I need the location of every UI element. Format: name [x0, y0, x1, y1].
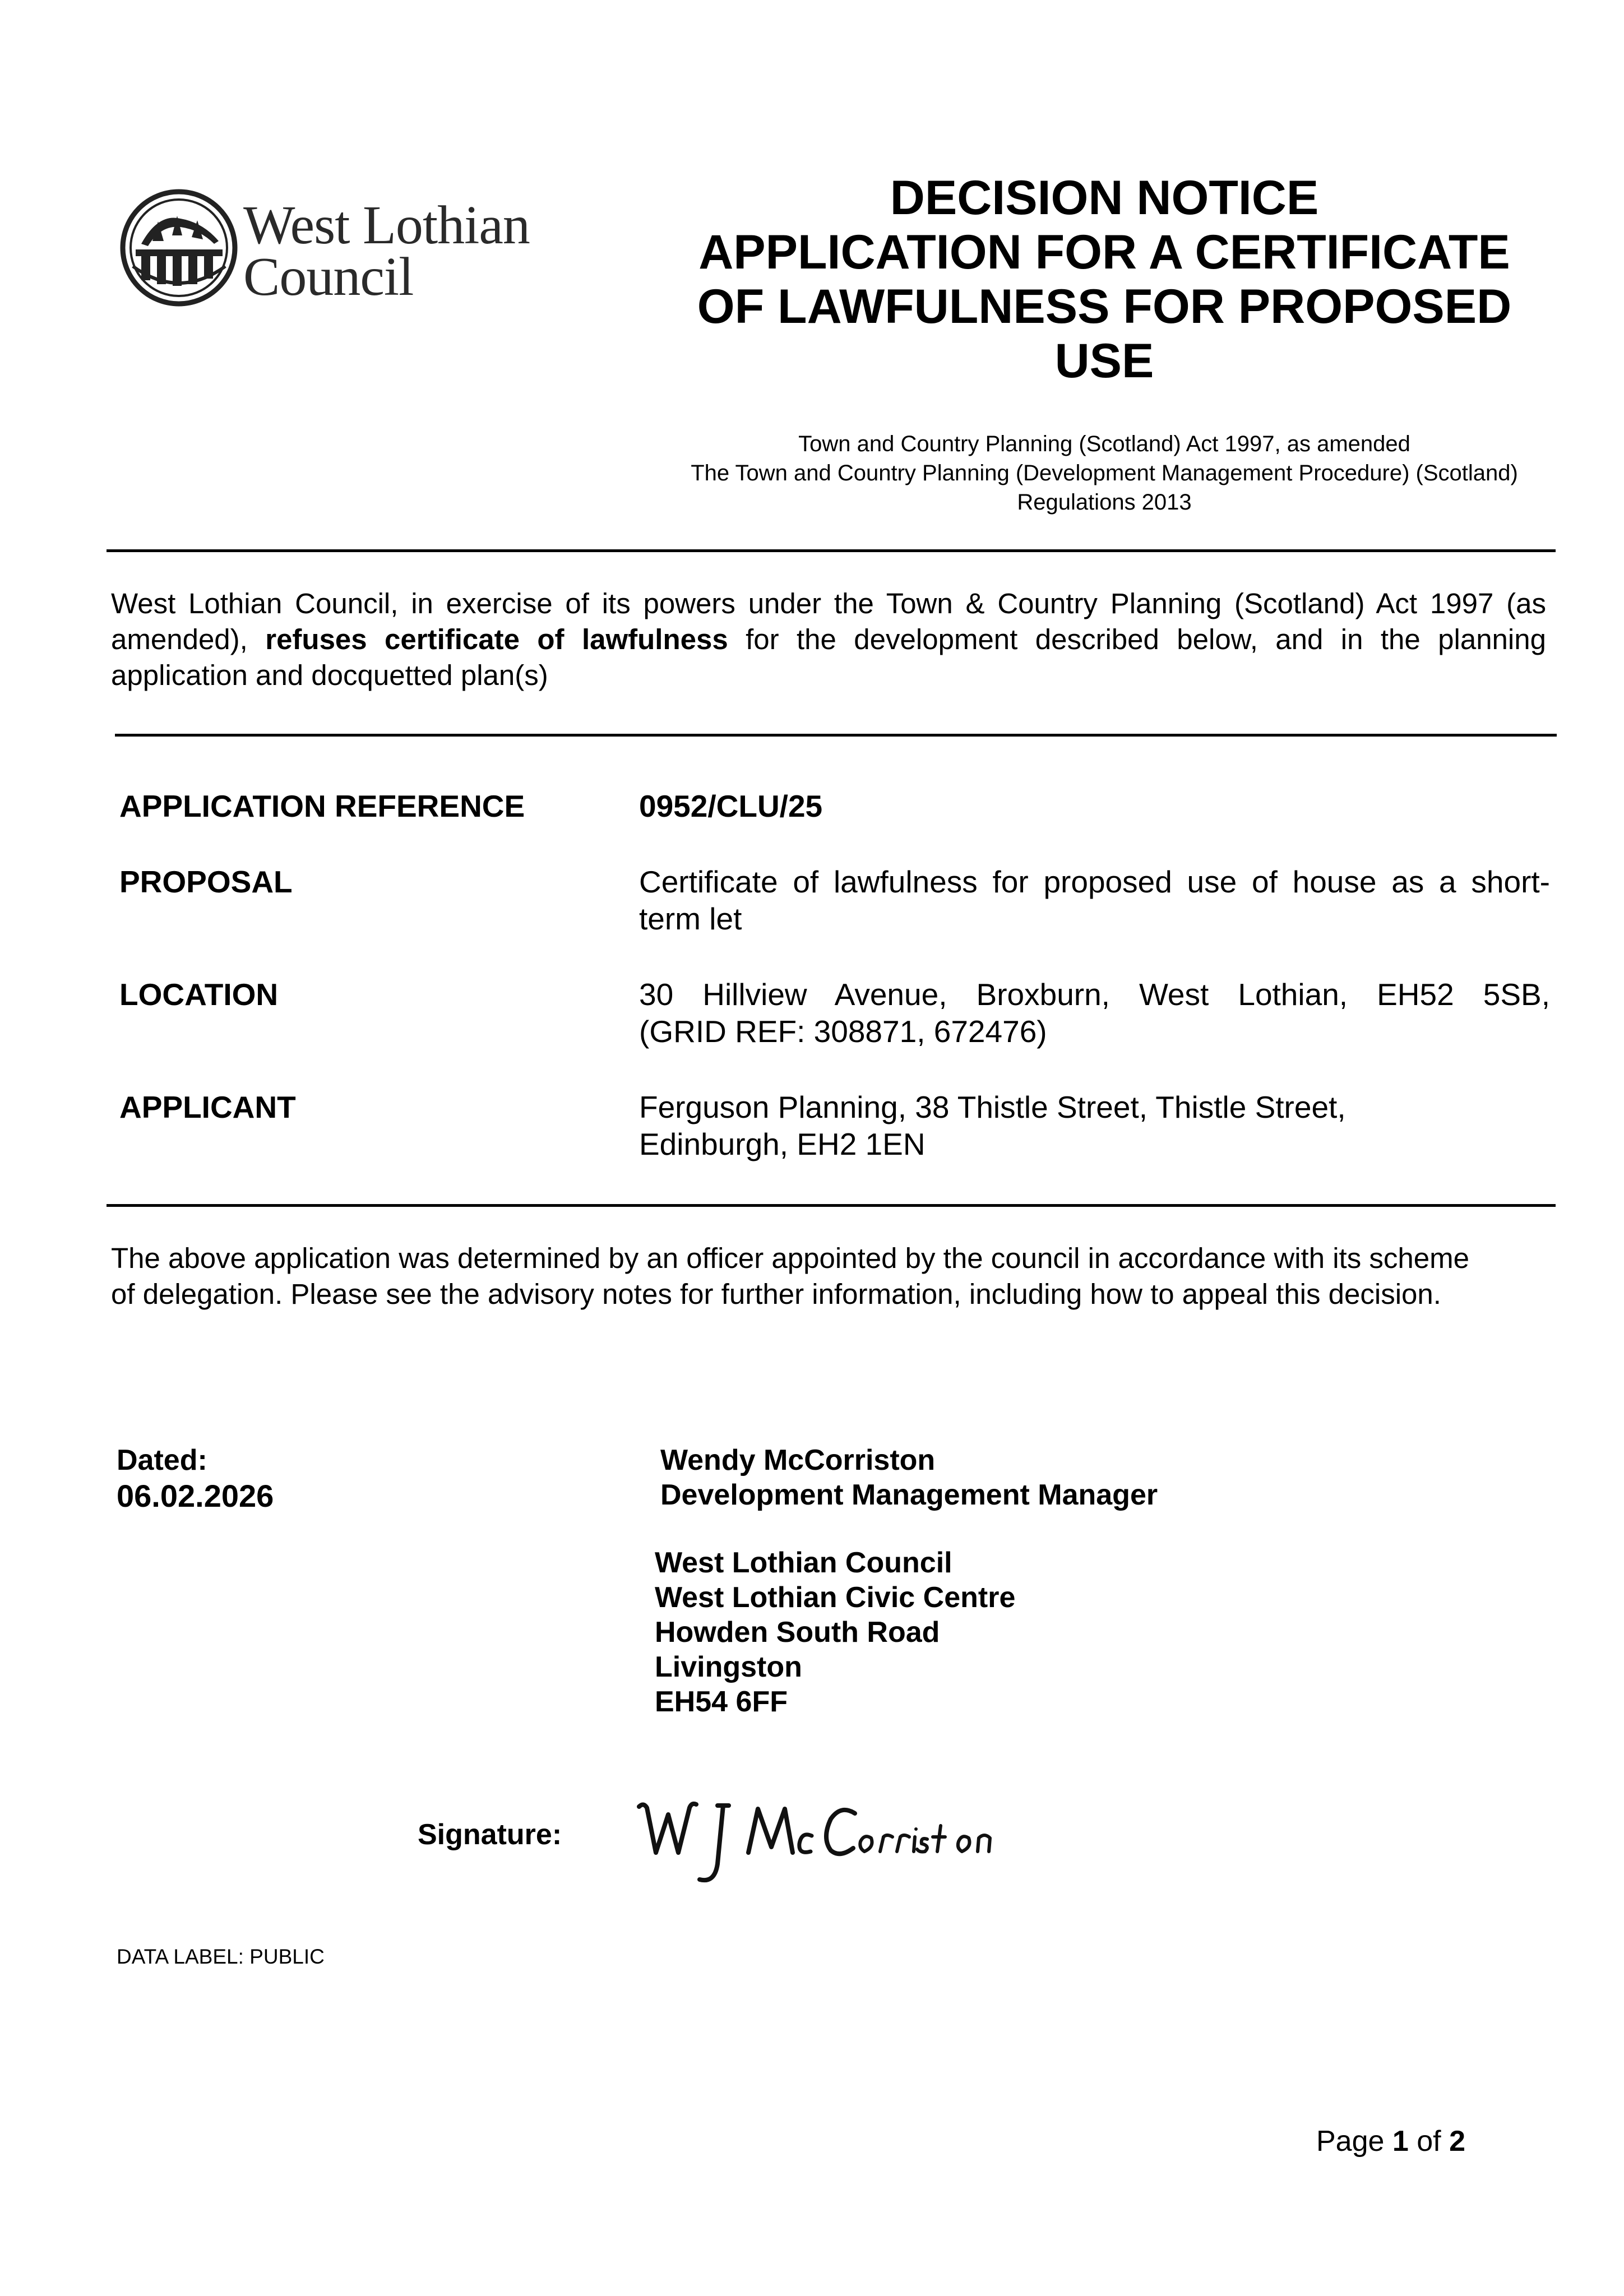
divider	[107, 1204, 1556, 1207]
location-line: 30 Hillview Avenue, Broxburn, West Lothian, EH52 5SB,	[639, 977, 1550, 1012]
total-pages: 2	[1449, 2125, 1465, 2158]
statement-line: West Lothian Council, in exercise of its powers under the Town & Country Planning (Scotland) Act 1997 (as	[111, 587, 1546, 619]
decision-statement	[111, 586, 1546, 693]
legislation-line: Regulations 2013	[1017, 490, 1192, 515]
location-value	[639, 976, 1550, 1050]
applicant-line: Ferguson Planning, 38 Thistle Street, Thistle Street,	[639, 1090, 1346, 1124]
divider	[107, 549, 1556, 552]
reference-value	[639, 788, 1550, 825]
logo-text-line2: Council	[243, 247, 414, 307]
address-line: West Lothian Council	[655, 1547, 952, 1579]
reference-number: 0952/CLU/25	[639, 789, 823, 823]
document-title	[622, 171, 1586, 388]
determination-note	[111, 1240, 1569, 1312]
address-line: EH54 6FF	[655, 1686, 788, 1718]
page-number	[1316, 2124, 1465, 2158]
dated-label: Dated:	[117, 1444, 207, 1476]
statement-text: amended),	[111, 623, 266, 655]
data-label: DATA LABEL: PUBLIC	[117, 1945, 325, 1968]
page-prefix: Page	[1316, 2125, 1392, 2158]
proposal-line: term let	[639, 901, 742, 936]
location-label: LOCATION	[119, 977, 279, 1012]
title-line: OF LAWFULNESS FOR PROPOSED	[697, 280, 1512, 334]
decision-outcome: refuses certificate of lawfulness	[265, 623, 728, 655]
statement-line: application and docquetted plan(s)	[111, 659, 548, 691]
legislation-line: Town and Country Planning (Scotland) Act 1997, as amended	[798, 432, 1410, 456]
applicant-line: Edinburgh, EH2 1EN	[639, 1127, 926, 1161]
address-line: Howden South Road	[655, 1616, 940, 1649]
statement-line	[111, 622, 1546, 658]
address-line: Livingston	[655, 1651, 802, 1683]
title-line: APPLICATION FOR A CERTIFICATE	[698, 225, 1510, 279]
council-emblem-icon	[119, 188, 239, 308]
proposal-value	[639, 863, 1550, 937]
council-logo	[119, 188, 567, 317]
signature-label: Signature:	[418, 1818, 562, 1851]
divider	[115, 734, 1557, 737]
statement-text: for the development described below, and in the planning	[728, 623, 1546, 655]
reference-label: APPLICATION REFERENCE	[119, 789, 525, 823]
applicant-label: APPLICANT	[119, 1090, 296, 1124]
current-page: 1	[1392, 2125, 1409, 2158]
applicant-value	[639, 1089, 1550, 1163]
address-line: West Lothian Civic Centre	[655, 1581, 1016, 1614]
title-line: USE	[1054, 334, 1154, 388]
officer-name: Wendy McCorriston	[660, 1444, 936, 1476]
council-address	[655, 1545, 1015, 1719]
logo-text-line1: West Lothian	[243, 195, 530, 256]
location-line: (GRID REF: 308871, 672476)	[639, 1014, 1047, 1049]
legislation-line: The Town and Country Planning (Development Management Procedure) (Scotland)	[691, 461, 1518, 485]
officer-title: Development Management Manager	[660, 1479, 1158, 1511]
legislation-references	[622, 429, 1586, 517]
page-separator: of	[1408, 2125, 1450, 2158]
proposal-line: Certificate of lawfulness for proposed use of house as a short-	[639, 864, 1550, 899]
determination-line: of delegation. Please see the advisory notes for further information, including how to appeal this decision.	[111, 1278, 1441, 1310]
signature-image	[633, 1785, 1037, 1892]
determination-line: The above application was determined by an officer appointed by the council in accordance with its scheme	[111, 1242, 1469, 1274]
proposal-label: PROPOSAL	[119, 864, 293, 899]
decision-date: 06.02.2026	[117, 1478, 274, 1513]
title-line: DECISION NOTICE	[890, 171, 1319, 225]
